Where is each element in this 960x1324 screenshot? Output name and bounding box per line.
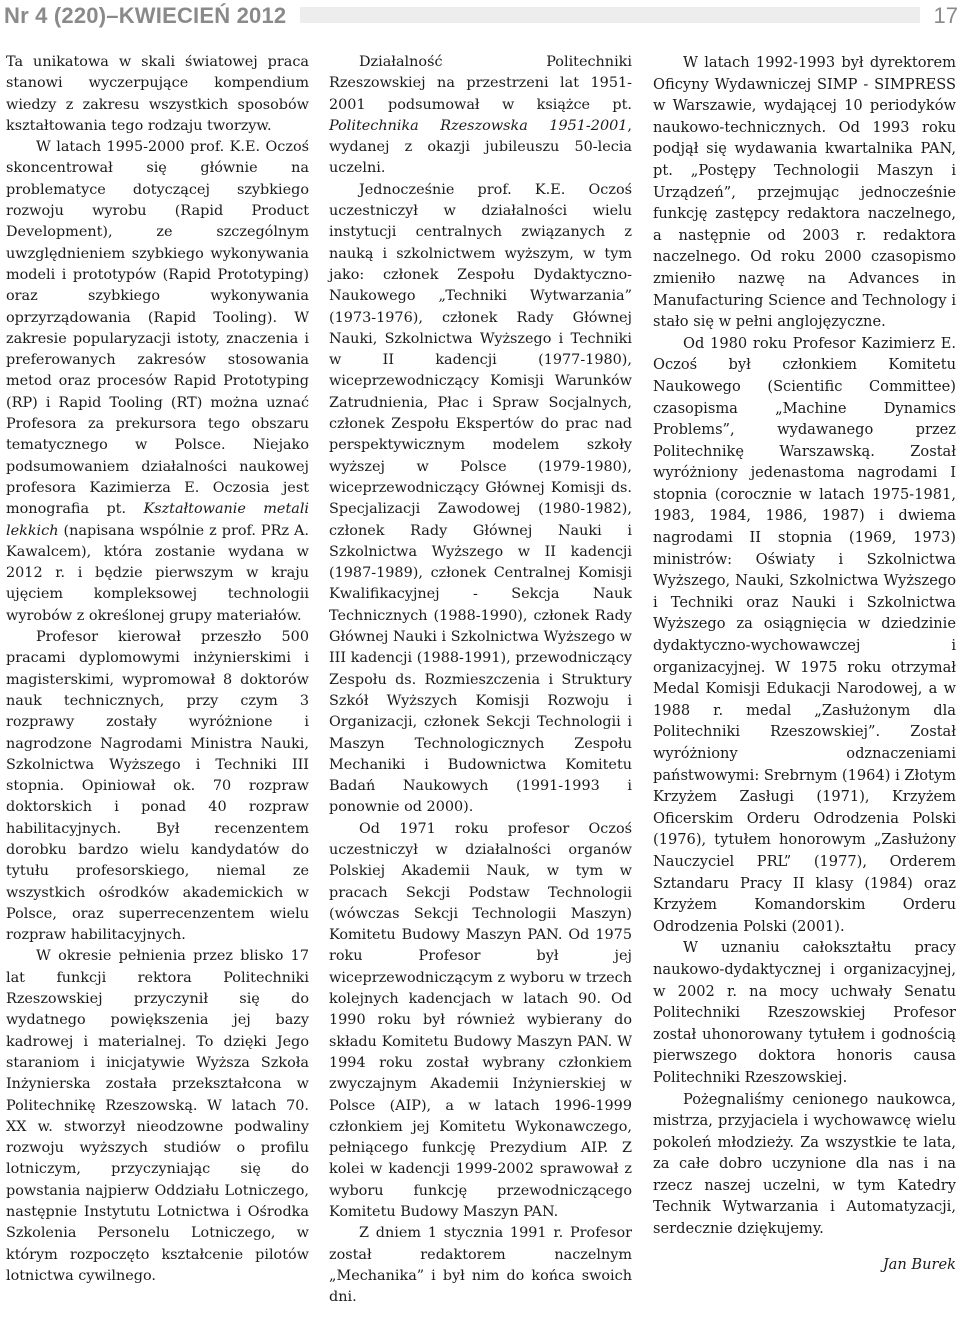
paragraph: W latach 1992-1993 był dyrektorem Oficyny Wydawniczej SIMP - SIMPRESS w Warszawie, wydającej 10 periodyków naukowo-technicznych. Od 1993 roku podjął się wydawania kwartalnika PAN, pt. „Postępy Technologii Maszyn i Urządzeń”, przejmując jednocześnie funkcję zastępcy redaktora naczelnego, a następnie od 2003 r. redaktora naczelnego. Od roku 2000 czasopismo zmieniło nazwę na Advances in Manufacturing Science and Technology i stało się w pełni anglojęzyczne. xyxy=(653,54,956,331)
paragraph: Profesor kierował przeszło 500 pracami dyplomowymi inżynierskimi i magisterskimi, wypromował 8 doktorów nauk technicznych, przy czym 3 rozprawy zostały wyróżnione i nagrodzone Nagrodami Ministra Nauki, Szkolnictwa Wyższego i Techniki III stopnia. Opiniował ok. 70 rozpraw doktorskich i ponad 40 rozpraw habilitacyjnych. Był recenzentem dorobku bardzo wielu kandydatów do tytułu profesorskiego, niemal ze wszystkich ośrodków akademickich w Polsce, oraz superrecenzentem wielu rozpraw habilitacyjnych. xyxy=(6,629,309,944)
paragraph: W latach 1995-2000 prof. K.E. Oczoś skoncentrował się głównie na problematyce dotyczącej szybkiego rozwoju wyrobu (Rapid Product Development), ze szczególnym uwzględnieniem szybkiego wykonywania modeli i prototypów (Rapid Prototyping) oraz szybkiego wykonywania oprzyrządowania (Rapid Tooling). W zakresie popularyzacji istoty, znaczenia i preferowanych zakresów stosowania metod oraz procesów Rapid Prototyping (RP) i Rapid Tooling (RT) można uznać Profesora za prekursora tego obszaru tematycznego w Polsce. Niejako podsumowaniem działalności naukowej profesora Kazimierza E. Oczosia jest monografia pt. Kształtowanie metali lekkich (napisana wspólnie z prof. PRz A. Kawalcem), która zostanie wydana w 2012 r. i będzie pierwszym w kraju ujęciem kompleksowej technologii wyrobów z określonej grupy materiałów. xyxy=(6,139,310,624)
page-number: 17 xyxy=(933,3,958,28)
issue-label: Nr 4 (220)–KWIECIEŃ 2012 xyxy=(4,3,287,28)
paragraph: Z dniem 1 stycznia 1991 r. Profesor został redaktorem naczelnym „Mechanika” i był nim do końca swoich dni. xyxy=(329,1225,632,1306)
header-rule xyxy=(300,7,920,23)
book-title: Kształtowanie metali lekkich xyxy=(6,501,310,539)
paragraph: Pożegnaliśmy cenionego naukowca, mistrza, przyjaciela i wychowawcę wielu pokoleń młodzieży. Za wszystkie te lata, za całe dobro uczynione dla nas i na rzecz naszej uczelni, w tym Katedry Technik Wytwarzania i Automatyzacji, serdecznie dziękujemy. xyxy=(653,1090,956,1238)
paragraph: Jednocześnie prof. K.E. Oczoś uczestniczył w działalności wielu instytucji centralnych związanych z nauką i szkolnictwem wyższym, w tym jako: członek Zespołu Dydaktyczno-Naukowego „Techniki Wytwarzania” (1973-1976), członek Rady Głównej Nauki, Szkolnictwa Wyższego i Techniki w II kadencji (1977-1980), wiceprzewodniczący Komisji Warunków Zatrudnienia, Płac i Spraw Socjalnych, członek Zespołu Ekspertów do prac nad perspektywicznym modelem szkoły wyższej w Polsce (1979-1980), wiceprzewodniczący Głównej Komisji ds. Specjalizacji Zawodowej (1980-1982), członek Rady Głównej Nauki i Szkolnictwa Wyższego w II kadencji (1987-1989), członek Centralnej Komisji Kwalifikacyjnej - Sekcja Nauk Technicznych (1988-1990), członek Rady Głównej Nauki i Szkolnictwa Wyższego w III kadencji (1988-1991), przewodniczący Zespołu ds. Rozmieszczenia i Struktury Szkół Wyższych Komisji Rozwoju i Organizacji, członek Sekcji Technologii i Maszyn Technologicznych Zespołu Mechaniki i Budownictwa Komitetu Badań Naukowych (1991-1993 i ponownie od 2000). xyxy=(329,181,632,816)
page-header xyxy=(0,0,960,36)
text-column-2 xyxy=(329,52,632,1309)
paragraph: Ta unikatowa w skali światowej praca stanowi wyczerpujące kompendium wiedzy z zakresu wszystkich sposobów kształtowania tego rodzaju tworzyw. xyxy=(6,54,309,134)
text-column-3 xyxy=(653,52,956,1275)
paragraph: W okresie pełnienia przez blisko 17 lat funkcji rektora Politechniki Rzeszowskiej przyczynił się do wydatnego powiększenia jej bazy kadrowej i materialnej. To dzięki Jego staraniom i inicjatywie Wyższa Szkoła Inżynierska została przekształcona w Politechnikę Rzeszowską. W latach 70. XX w. stworzył nieodzowne podwaliny rozwoju wyższych studiów o profilu lotniczym, przyczyniając się do powstania najpierw Oddziału Lotniczego, następnie Instytutu Lotnictwa i Ośrodka Szkolenia Personelu Lotniczego, w którym rozpoczęto kształcenie pilotów lotnictwa cywilnego. xyxy=(6,948,309,1284)
paragraph: Od 1971 roku profesor Oczoś uczestniczył w działalności organów Polskiej Akademii Nauk, w tym w pracach Sekcji Podstaw Technologii (wówczas Sekcji Technologii Maszyn) Komitetu Budowy Maszyn PAN. Od 1975 roku Profesor był jej wiceprzewodniczącym z wyboru w trzech kolejnych kadencjach w latach 90. Od 1990 roku był również wybierany do składu Komitetu Budowy Maszyn PAN. W 1994 roku został wybrany członkiem zwyczajnym Akademii Inżynierskiej w Polsce (AIP), a w latach 1996-1999 członkiem jej Komitetu Wykonawczego, pełniącego funkcję Prezydium AIP. Z kolei w kadencji 1999-2002 sprawował z wyboru funkcję przewodniczącego Komitetu Budowy Maszyn PAN. xyxy=(329,820,632,1221)
paragraph: W uznaniu całokształtu pracy naukowo-dydaktycznej i organizacyjnej, w 2002 r. na mocy uchwały Senatu Politechniki Rzeszowskiej Profesor został uhonorowany tytułem i godnością pierwszego doktora honoris causa Politechniki Rzeszowskiej. xyxy=(653,939,956,1086)
paragraph: Od 1980 roku Profesor Kazimierz E. Oczoś był członkiem Komitetu Naukowego (Scientific Committee) czasopisma „Machine Dynamics Problems”, wydawanego przez Politechnikę Warszawską. Został wyróżniony jedenastoma nagrodami I stopnia (corocznie w latach 1975-1981, 1983, 1984, 1986, 1987) i dwiema nagrodami II stopnia (1969, 1973) ministrów: Oświaty i Szkolnictwa Wyższego, Nauki, Szkolnictwa Wyższego i Techniki oraz Nauki i Szkolnictwa Wyższego za osiągnięcia w dziedzinie dydaktyczno-wychowawczej i organizacyjnej. W 1975 roku otrzymał Medal Komisji Edukacji Narodowej, a w 1988 r. medal „Zasłużonym dla Politechniki Rzeszowskiej”. Został wyróżniony odznaczeniami państwowymi: Srebrnym (1964) i Złotym Krzyżem Zasługi (1971), Krzyżem Oficerskim Orderu Odrodzenia Polski (1976), tytułem honorowym „Zasłużony Nauczyciel PRL” (1977), Orderem Sztandaru Pracy II klasy (1984) oraz Krzyżem Komandorskim Orderu Odrodzenia Polski (2001). xyxy=(653,334,956,935)
paragraph: Działalność Politechniki Rzeszowskiej na przestrzeni lat 1951-2001 podsumował w książce pt. Politechnika Rzeszowska 1951-2001, wydanej z okazji jubileuszu 50-lecia uczelni. xyxy=(329,54,632,177)
author-signature: Jan Burek xyxy=(882,1255,956,1273)
text-column-1 xyxy=(6,52,309,1287)
book-title: Politechnika Rzeszowska 1951-2001 xyxy=(329,117,628,134)
